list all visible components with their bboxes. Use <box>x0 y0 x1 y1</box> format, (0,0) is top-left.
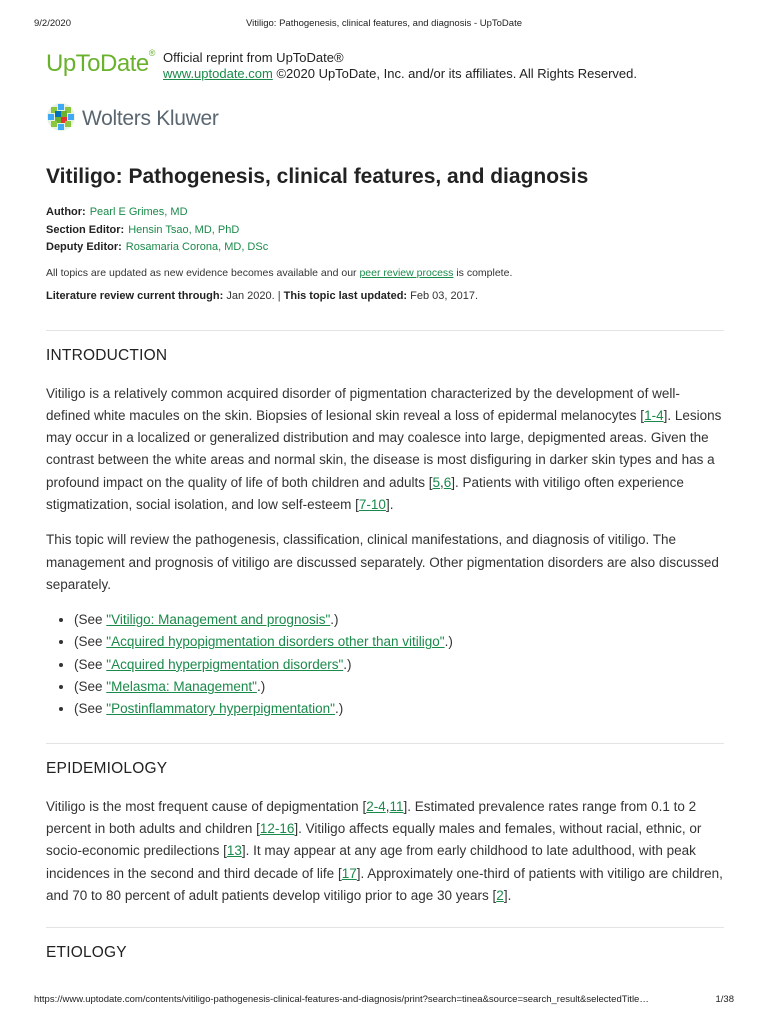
see-link-hypopigmentation[interactable]: "Acquired hypopigmentation disorders other than vitiligo" <box>106 634 445 650</box>
section-divider <box>46 927 724 928</box>
deputy-editor-label: Deputy Editor: <box>46 241 122 253</box>
rights-text: ©2020 UpToDate, Inc. and/or its affiliates. All Rights Reserved. <box>272 66 637 81</box>
print-footer <box>34 994 734 1006</box>
section-divider <box>46 330 724 331</box>
etiology-heading: ETIOLOGY <box>46 944 127 962</box>
article-title: Vitiligo: Pathogenesis, clinical features, and diagnosis <box>46 165 589 188</box>
ref-link[interactable]: 7-10 <box>358 496 386 512</box>
see-link-postinflammatory[interactable]: "Postinflammatory hyperpigmentation" <box>106 701 335 717</box>
page-number: 1/38 <box>715 994 734 1005</box>
introduction-paragraph-2: This topic will review the pathogenesis, classification, clinical manifestations, and diagnosis of vitiligo. The management and prognosis of vitiligo are discussed separately. Other pigmentation disorders are also discussed separately. <box>46 532 719 592</box>
list-item: • (See "Acquired hypopigmentation disorders other than vitiligo".) <box>74 631 724 653</box>
print-page-title: Vitiligo: Pathogenesis, clinical features, and diagnosis - UpToDate <box>245 18 522 29</box>
wolters-kluwer-globe-icon <box>46 102 76 132</box>
brand-header <box>46 48 726 138</box>
ref-link[interactable]: 11 <box>389 798 404 814</box>
section-editor-label: Section Editor: <box>46 223 125 236</box>
uptodate-logo: UpToDate® <box>46 48 155 77</box>
ref-link[interactable]: 2-4 <box>366 798 386 814</box>
epidemiology-heading: EPIDEMIOLOGY <box>46 759 168 777</box>
introduction-paragraph-1: Vitiligo is a relatively common acquired disorder of pigmentation characterized by the development of well-defined white macules on the skin. Biopsies of lesional skin reveal a loss of epidermal melanocytes [1-4]. Lesions may occur in a localized or generalized distribution and may coalesce into large, depigmented areas. Given the contrast between the white areas and normal skin, the disease is most disfiguring in darker skin types and has a profound impact on the quality of life of both children and adults [5,6]. Patients with vitiligo often experience stigmatization, social isolation, and low self-esteem [7-10]. <box>46 385 722 512</box>
list-item: • (See "Acquired hyperpigmentation disorders".) <box>74 654 724 676</box>
see-link-hyperpigmentation[interactable]: "Acquired hyperpigmentation disorders" <box>106 656 344 672</box>
author-link[interactable]: Pearl E Grimes, MD <box>89 206 188 218</box>
section-editor-link[interactable]: Hensin Tsao, MD, PhD <box>128 223 240 236</box>
epidemiology-paragraph: Vitiligo is the most frequent cause of depigmentation [2-4,11]. Estimated prevalence rates range from 0.1 to 2 percent in both adults and children [12-16]. Vitiligo affects equally males and females, without racial, ethnic, or socio-economic predilections [13]. It may appear at any age from early childhood to late adulthood, with peak incidences in the second and third decade of life [17]. Approximately one-third of patients with vitiligo are children, and 70 to 80 percent of adult patients develop vitiligo prior to age 30 years [2]. <box>46 798 723 903</box>
publisher-name: Wolters Kluwer <box>82 107 219 130</box>
peer-review-link[interactable]: peer review process <box>359 266 454 279</box>
list-item: • (See "Postinflammatory hyperpigmentation".) <box>74 698 724 720</box>
article <box>46 164 724 962</box>
print-date: 9/2/2020 <box>34 18 71 29</box>
section-divider <box>46 743 724 744</box>
article-credits <box>46 204 724 257</box>
introduction-heading: INTRODUCTION <box>46 346 168 364</box>
ref-link[interactable]: 1-4 <box>644 407 664 423</box>
list-item: • (See "Melasma: Management".) <box>74 676 724 698</box>
review-dates: Literature review current through: Jan 2020. | This topic last updated: Feb 03, 2017. <box>46 289 479 302</box>
print-header <box>34 18 734 30</box>
update-note: All topics are updated as new evidence becomes available and our peer review process is complete. <box>46 266 513 279</box>
wolters-kluwer-logo <box>46 102 246 136</box>
reprint-line: Official reprint from UpToDate® <box>163 50 344 65</box>
ref-link[interactable]: 2 <box>496 887 504 903</box>
ref-link[interactable]: 6 <box>443 474 452 490</box>
list-item: • (See "Vitiligo: Management and prognosis".) <box>74 609 724 631</box>
see-link-melasma[interactable]: "Melasma: Management" <box>106 679 257 695</box>
author-label: Author: <box>46 206 86 218</box>
uptodate-site-link[interactable]: www.uptodate.com <box>163 66 273 81</box>
ref-link[interactable]: 12-16 <box>259 820 295 836</box>
print-url: https://www.uptodate.com/contents/vitiligo-pathogenesis-clinical-features-and-diagnosis/print?search=tinea&source=search_result&selectedTitle… <box>34 994 649 1005</box>
see-also-list <box>46 609 724 720</box>
see-link-vitiligo-management[interactable]: "Vitiligo: Management and prognosis" <box>106 612 331 628</box>
ref-link[interactable]: 13 <box>226 843 242 859</box>
ref-link[interactable]: 17 <box>341 865 357 881</box>
ref-link[interactable]: 5 <box>432 474 441 490</box>
reprint-notice <box>163 50 637 82</box>
deputy-editor-link[interactable]: Rosamaria Corona, MD, DSc <box>125 241 269 253</box>
